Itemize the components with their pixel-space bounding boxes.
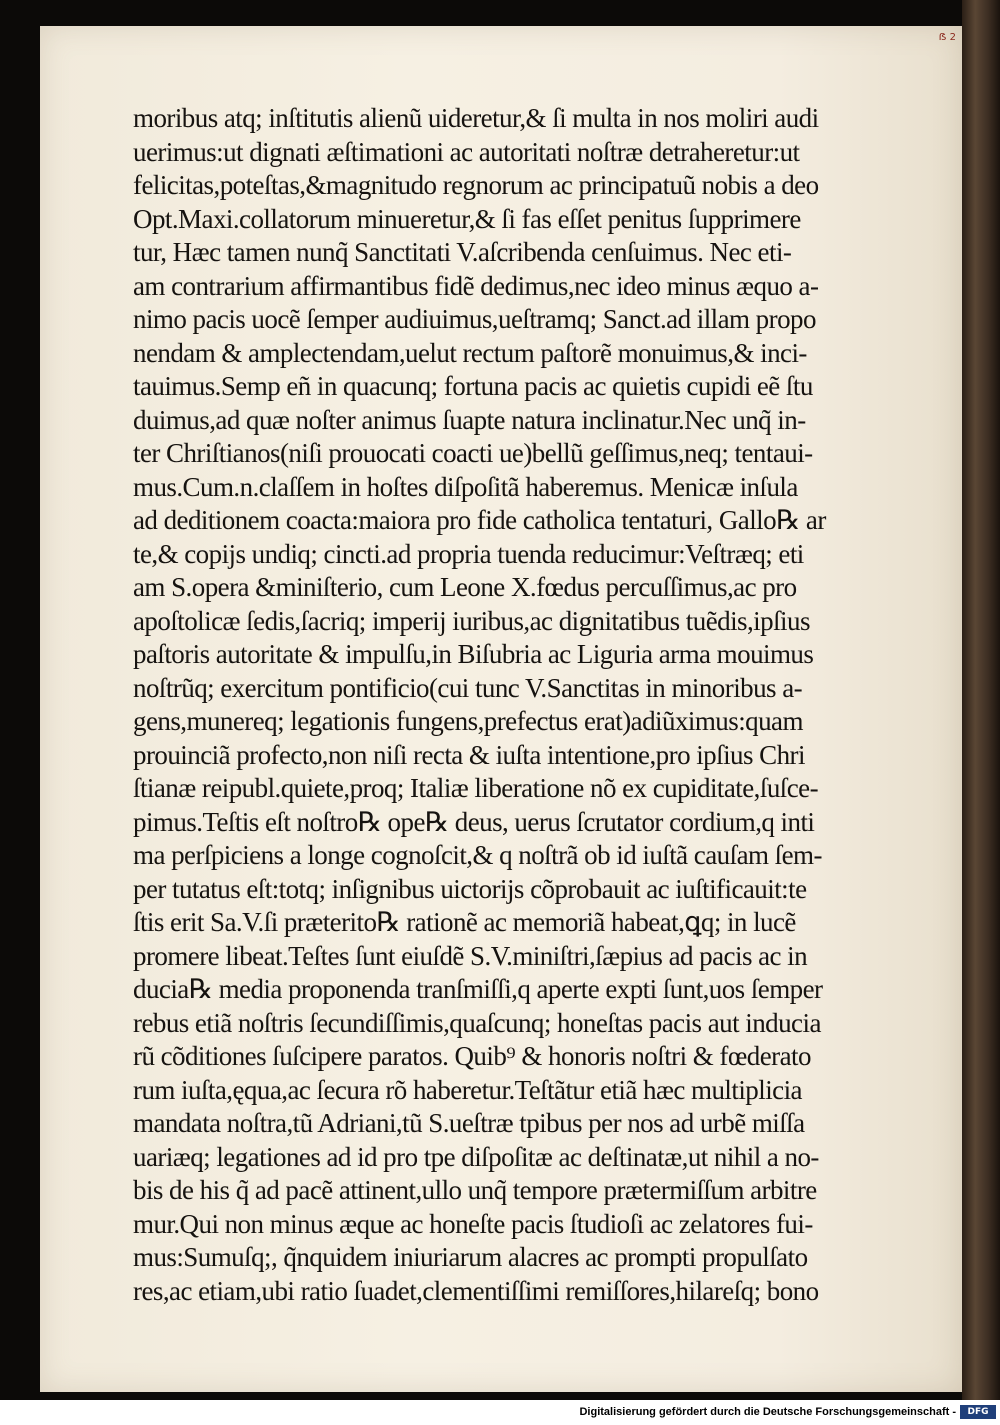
text-line — [133, 169, 918, 203]
text-line — [133, 1208, 918, 1242]
text-line-content: rum iuſta,ęqua,ac ſecura rõ haberetur.Teſtãtur etiã hæc multiplicia — [133, 1074, 802, 1105]
text-line-content: paſtoris autoritate & impulſu,in Biſubria ac Liguria arma mouimus — [133, 639, 814, 669]
text-line-content: ducia℞ media proponenda tranſmiſſi,q aperte expti ſunt,uos ſemper — [133, 974, 823, 1004]
text-line-content: bis de his q̃ ad pacẽ attinent,ullo unq̃ tempore prætermiſſum arbitre — [133, 1175, 817, 1205]
text-line-content: rebus etiã noſtris ſecundiſſimis,quaſcunq; honeſtas pacis aut inducia — [133, 1007, 821, 1038]
footer-bar — [0, 1400, 1000, 1425]
text-line-content: te,& copijs undiq; cincti.ad propria tuenda reducimur:Veſtræq; eti — [133, 538, 804, 569]
text-line-content: mandata noſtra,tũ Adriani,tũ S.ueſtræ tpibus per nos ad urbẽ miſſa — [133, 1108, 805, 1138]
text-line — [133, 906, 918, 940]
text-line — [133, 638, 918, 672]
text-line-content: am contrarium affirmantibus fidẽ dedimus,nec ideo minus æquo a- — [133, 270, 819, 301]
text-line — [133, 839, 918, 873]
text-line — [133, 303, 918, 337]
dfg-logo: DFG — [960, 1405, 996, 1419]
text-line-content: ſtis erit Sa.V.ſi præterito℞ rationẽ ac memoriã habeat,ꝗq; in lucẽ — [133, 907, 796, 937]
text-line — [133, 1007, 918, 1041]
text-line — [133, 806, 918, 840]
text-line — [133, 1275, 918, 1309]
text-line — [133, 940, 918, 974]
text-line-content: am S.opera &miniſterio, cum Leone X.fœdus percuſſimus,ac pro — [133, 572, 797, 602]
text-line-content: prouinciã profecto,non niſi recta & iuſta intentione,pro ipſius Chri — [133, 739, 805, 770]
text-line — [133, 471, 918, 505]
text-line-content: Opt.Maxi.collatorum minueretur,& ſi fas eſſet penitus ſupprimere — [133, 203, 801, 234]
text-line — [133, 437, 918, 471]
text-line-content: per tutatus eſt:totq; inſignibus uictorijs cõprobauit ac iuſtificauit:te — [133, 873, 807, 904]
text-line — [133, 236, 918, 270]
text-line-content: nimo pacis uocẽ ſemper audiuimus,ueſtramq; Sanct.ad illam propo — [133, 304, 816, 334]
text-line — [133, 873, 918, 907]
text-line — [133, 102, 918, 136]
text-line — [133, 404, 918, 438]
text-line-content: gens,munereq; legationis fungens,prefectus erat)adiũximus:quam — [133, 706, 803, 736]
text-line — [133, 571, 918, 605]
text-line — [133, 1241, 918, 1275]
text-line-content: nendam & amplectendam,uelut rectum paſtorẽ monuimus,& inci- — [133, 337, 807, 368]
text-line-content: mur.Qui non minus æque ac honeſte pacis ſtudioſi ac zelatores fui- — [133, 1208, 813, 1239]
text-line-content: moribus atq; inſtitutis alienũ uideretur,& ſi multa in nos moliri audi — [133, 103, 819, 133]
text-line — [133, 705, 918, 739]
text-line-content: uerimus:ut dignati æſtimationi ac autoritati noſtræ detraheretur:ut — [133, 136, 800, 167]
text-line-content: rũ cõditiones ſuſcipere paratos. Quib⁹ & honoris noſtri & fœderato — [133, 1041, 811, 1071]
text-line-content: pimus.Teſtis eſt noſtro℞ ope℞ deus, uerus ſcrutator cordium,q inti — [133, 806, 815, 837]
text-line — [133, 203, 918, 237]
text-line — [133, 1040, 918, 1074]
text-line-content: felicitas,poteſtas,&magnitudo regnorum ac principatuũ nobis a deo — [133, 170, 819, 200]
text-line-content: ter Chriſtianos(niſi prouocati coacti ue)bellũ geſſimus,neq; tentaui- — [133, 438, 813, 468]
text-line — [133, 772, 918, 806]
text-line-content: apoſtolicæ ſedis,ſacriq; imperij iuribus,ac dignitatibus tuẽdis,ipſius — [133, 605, 810, 636]
text-line-content: mus:Sumuſq;, q̃nquidem iniuriarum alacres ac prompti propulſato — [133, 1242, 808, 1272]
text-line — [133, 1174, 918, 1208]
text-line-content: mus.Cum.n.claſſem in hoſtes diſpoſitã haberemus. Menicæ inſula — [133, 471, 798, 502]
text-line-content: ſtianæ reipubl.quiete,proq; Italiæ liberatione nõ ex cupiditate,ſuſce- — [133, 773, 819, 803]
text-line-content: duimus,ad quæ noſter animus ſuapte natura inclinatur.Nec unq̃ in- — [133, 404, 806, 435]
text-line-content: res,ac etiam,ubi ratio ſuadet,clementiſſimi remiſſores,hilareſq; bono — [133, 1275, 819, 1306]
page-text-block — [133, 102, 918, 1308]
text-line — [133, 973, 918, 1007]
text-line — [133, 538, 918, 572]
text-line — [133, 270, 918, 304]
text-line — [133, 136, 918, 170]
page-corner-mark: ẞ 2 — [938, 32, 956, 43]
footer-credit: Digitalisierung gefördert durch die Deutsche Forschungsgemeinschaft - — [579, 1406, 956, 1418]
text-line-content: promere libeat.Teſtes ſunt eiuſdẽ S.V.miniſtri,ſæpius ad pacis ac in — [133, 940, 808, 971]
text-line-content: ad deditionem coacta:maiora pro fide catholica tentaturi, Gallo℞ ar — [133, 505, 826, 535]
text-line — [133, 672, 918, 706]
text-line-content: tauimus.Semp eñ in quacunq; fortuna pacis ac quietis cupidi eẽ ſtu — [133, 371, 813, 401]
text-line-content: uariæq; legationes ad id pro tpe diſpoſitæ ac deſtinatæ,ut nihil a no- — [133, 1141, 819, 1172]
page-binding-edge — [962, 0, 1000, 1400]
text-line — [133, 739, 918, 773]
text-line-content: tur, Hæc tamen nunq̃ Sanctitati V.aſcribenda cenſuimus. Nec eti- — [133, 237, 792, 267]
text-line — [133, 337, 918, 371]
text-line — [133, 605, 918, 639]
text-line-content: noſtrũq; exercitum pontificio(cui tunc V.Sanctitas in minoribus a- — [133, 672, 803, 703]
text-line — [133, 1107, 918, 1141]
text-line-content: ma perſpiciens a longe cognoſcit,& q noſtrã ob id iuſtã cauſam ſem- — [133, 840, 822, 870]
text-line — [133, 1074, 918, 1108]
text-line — [133, 504, 918, 538]
text-line — [133, 1141, 918, 1175]
text-line — [133, 370, 918, 404]
